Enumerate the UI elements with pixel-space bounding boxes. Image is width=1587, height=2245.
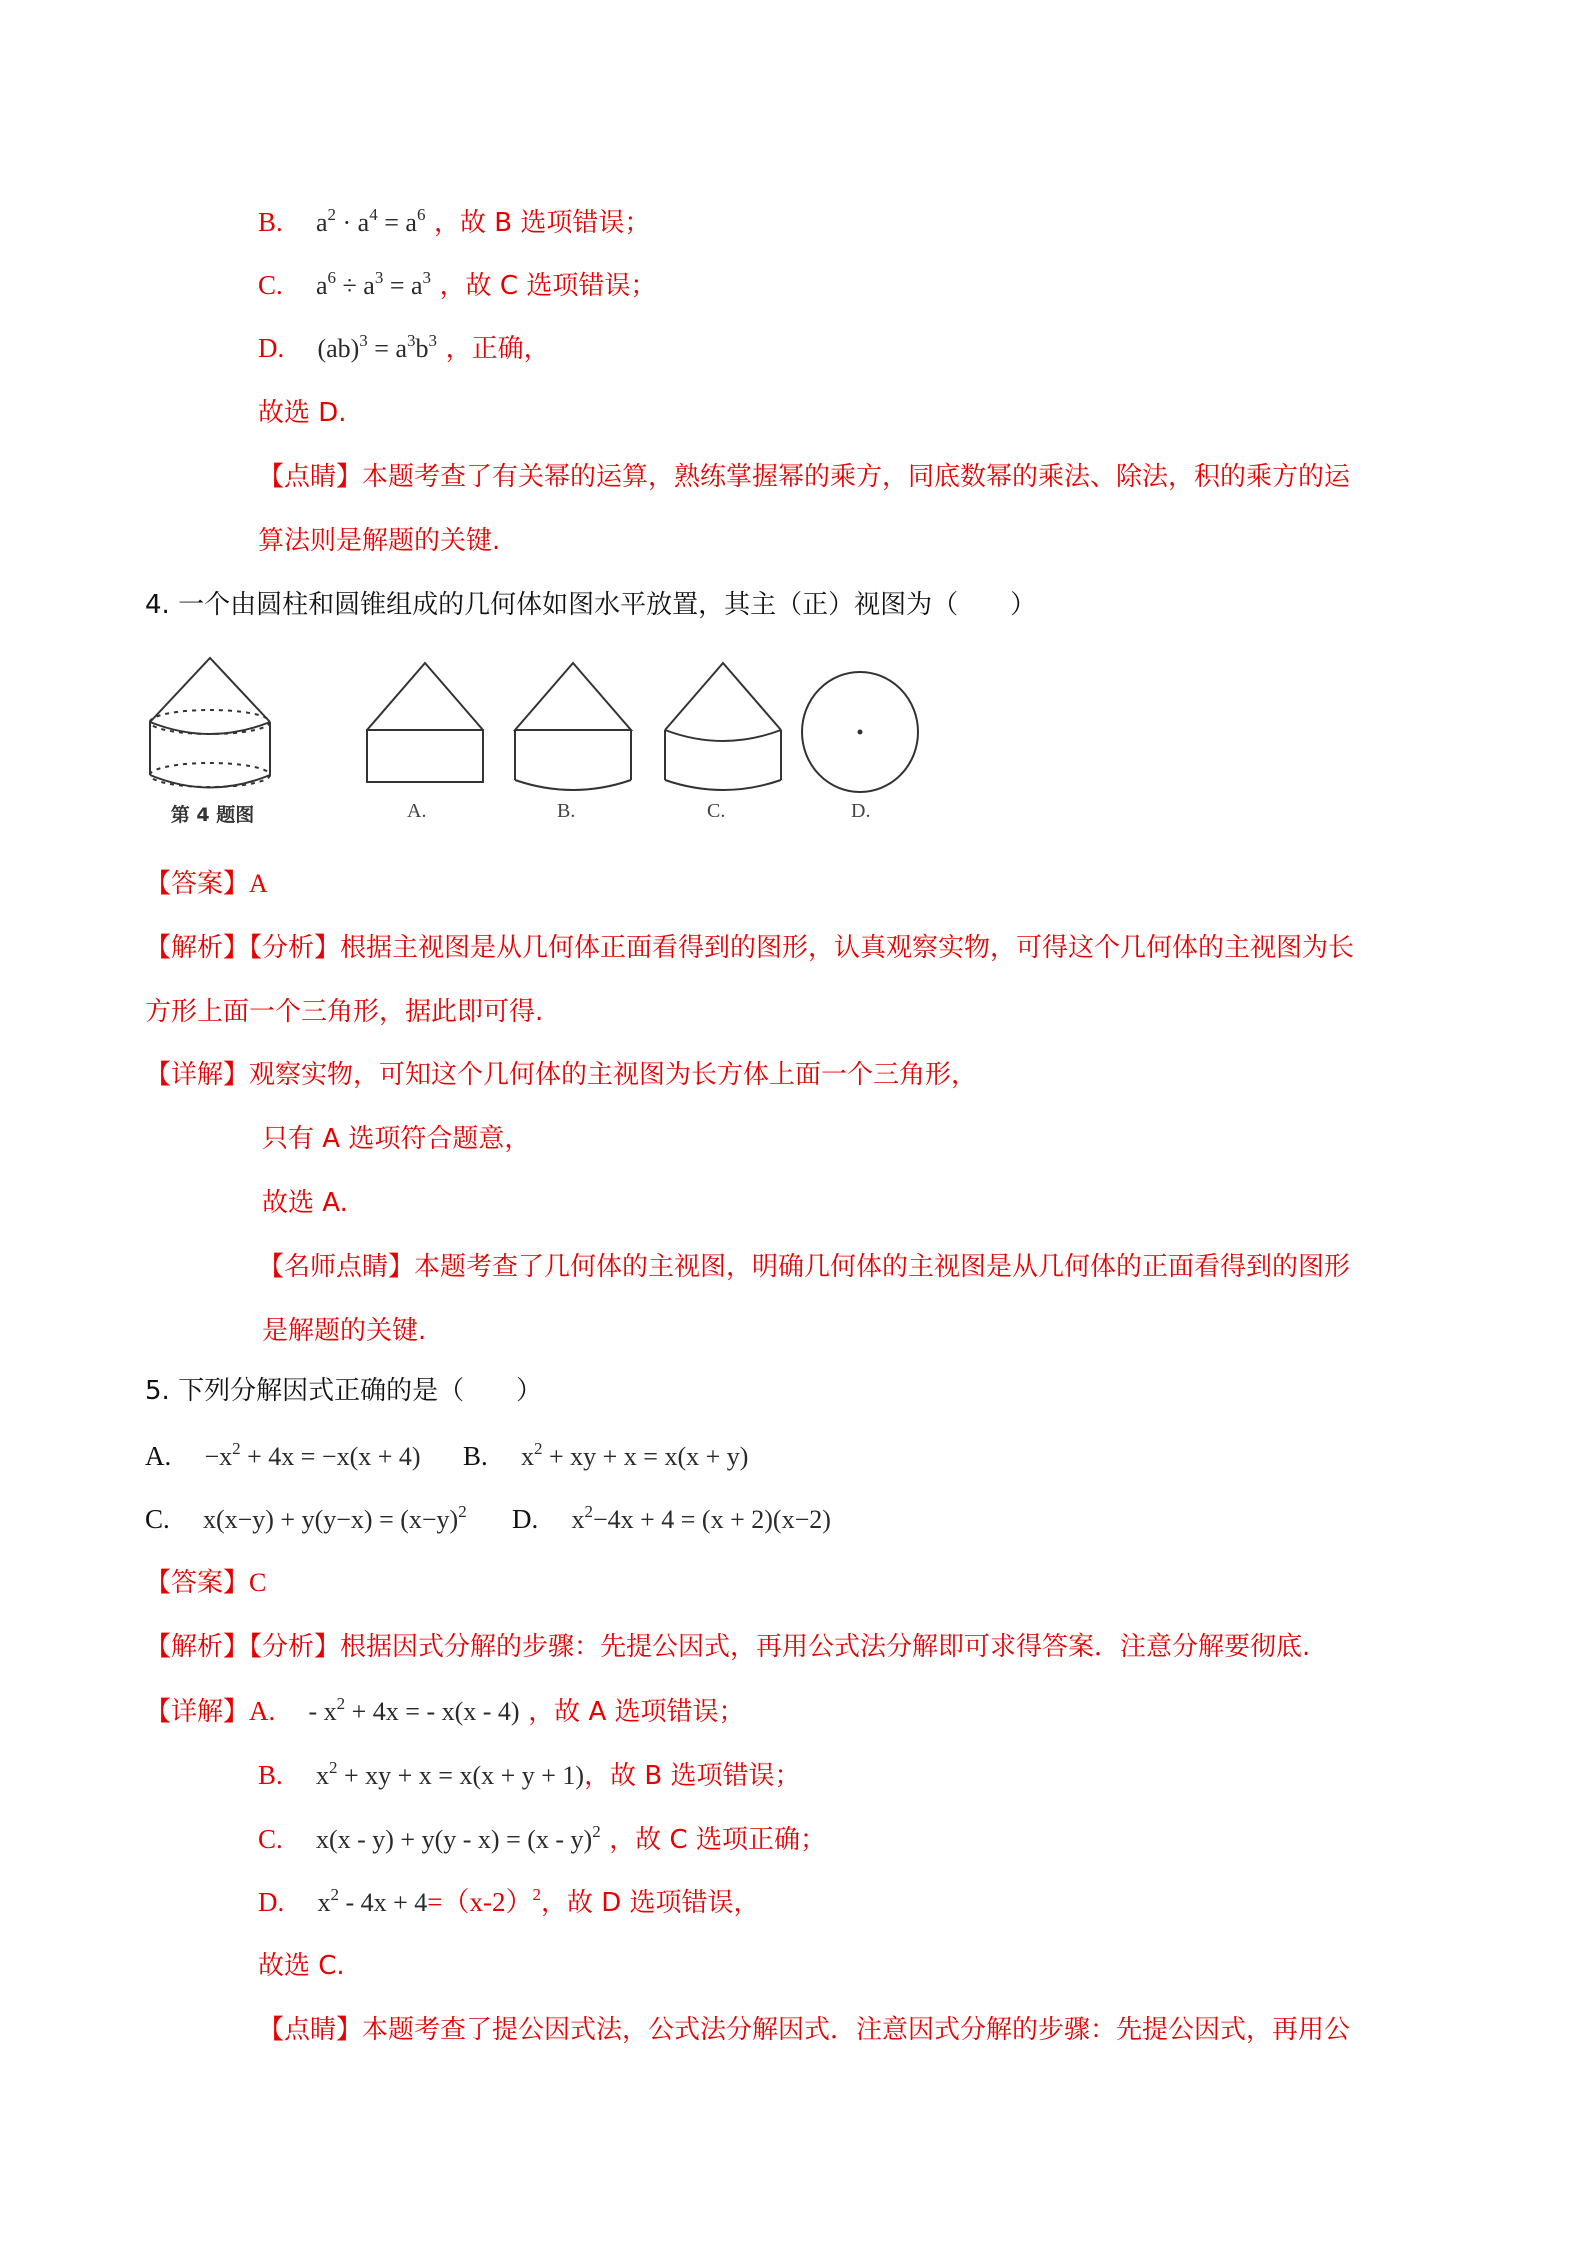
q5-option-a [145, 1436, 421, 1476]
figure-label-d: D. [851, 800, 871, 822]
q5-comment [258, 2010, 1350, 2050]
question-number: 4. [145, 590, 170, 620]
option-label: B. [258, 1760, 283, 1790]
q4-comment [258, 1247, 1350, 1287]
option-label: C. [258, 270, 283, 300]
q5-detail-c [258, 1819, 826, 1859]
q4-detail [145, 1055, 977, 1095]
figure-label-a: A. [407, 800, 427, 822]
option-label: A. [249, 1696, 276, 1726]
q3-comment [258, 457, 1350, 497]
q5-option-c [145, 1499, 467, 1539]
q5-analysis [145, 1627, 1310, 1667]
comment-text: 本题考查了有关幂的运算，熟练掌握幂的乘方，同底数幂的乘法、除法，积的乘方的运 [362, 462, 1351, 492]
analysis-text: 根据因式分解的步骤：先提公因式，再用公式法分解即可求得答案．注意分解要彻底. [340, 1632, 1311, 1662]
figure-label-b: B. [557, 800, 576, 822]
figure-caption: 第 4 题图 [170, 804, 255, 826]
comment-text: 本题考查了几何体的主视图，明确几何体的主视图是从几何体的正面看得到的图形 [414, 1252, 1351, 1282]
answer-value: A [249, 869, 268, 898]
detail-tag: 【详解】 [145, 1060, 250, 1090]
q3-detail-b [258, 202, 650, 242]
question-number: 5. [145, 1376, 170, 1406]
option-label: D. [258, 333, 285, 363]
verdict-text: ，故 B 选项错误； [434, 208, 651, 238]
q4-analysis-cont: 方形上面一个三角形，据此即可得. [145, 997, 544, 1027]
q5-detail-a [145, 1691, 745, 1731]
verdict-text: ，故 B 选项错误； [584, 1761, 801, 1791]
math-expression: $x^2-4x + 4 = (x + 2)(x-2)$ [571, 1502, 831, 1534]
figure-label-c: C. [707, 800, 726, 822]
math-expression: $x^2 - 4x + 4$ [317, 1885, 428, 1917]
answer-tag: 【答案】 [145, 869, 250, 899]
detail-text: 观察实物，可知这个几何体的主视图为长方体上面一个三角形， [249, 1060, 978, 1090]
math-expression: $x^2$ + xy + x = x(x + y + 1) [315, 1758, 585, 1790]
q5-detail-b [258, 1755, 800, 1795]
option-label: B. [258, 207, 283, 237]
q3-comment-cont: 算法则是解题的关键. [258, 526, 501, 556]
q5-option-d [512, 1499, 831, 1539]
q3-detail-c [258, 265, 656, 305]
option-label: D. [512, 1504, 539, 1534]
q5-conclusion: 故选 C. [258, 1951, 345, 1981]
q5-stem [145, 1371, 542, 1411]
q3-conclusion: 故选 D. [258, 398, 347, 428]
verdict-text: ，故 C 选项正确； [609, 1825, 826, 1855]
comment-tag: 【点睛】 [258, 462, 363, 492]
comment-tag: 【名师点睛】 [258, 1252, 415, 1282]
math-expression: $x^2$ + xy + x = x(x + y) [520, 1439, 749, 1471]
option-label: C. [145, 1504, 170, 1534]
option-label: C. [258, 1824, 283, 1854]
comment-text: 本题考查了提公因式法，公式法分解因式．注意因式分解的步骤：先提公因式，再用公 [362, 2015, 1351, 2045]
analysis-tag: 【解析】【分析】 [145, 1632, 341, 1662]
q4-conclusion: 故选 A. [262, 1188, 348, 1218]
verdict-text: ，故 A 选项错误； [528, 1697, 745, 1727]
verdict-text: ，故 D 选项错误， [540, 1888, 760, 1918]
verdict-text: ，正确， [445, 334, 550, 364]
option-label: D. [258, 1887, 285, 1917]
q4-analysis [145, 928, 1354, 968]
answer-tag: 【答案】 [145, 1568, 250, 1598]
math-expression: $x(x-y) + y(y-x) = (x-y)^2$ [202, 1502, 467, 1534]
comment-tag: 【点睛】 [258, 2015, 363, 2045]
analysis-tag: 【解析】【分析】 [145, 933, 341, 963]
q4-detail-line2: 只有 A 选项符合题意， [262, 1124, 531, 1154]
math-expression: x(x - y) + y(y - x) = (x - y)$^2$ [315, 1822, 601, 1854]
detail-tag: 【详解】 [145, 1697, 250, 1727]
answer-value: C [249, 1568, 267, 1597]
math-expression: - $x^2 + 4x$ = - x(x - 4) [308, 1694, 520, 1726]
verdict-text: ，故 C 选项错误； [439, 271, 657, 301]
question-text: 一个由圆柱和圆锥组成的几何体如图水平放置，其主（正）视图为（ ） [178, 590, 1037, 620]
q4-figure [145, 650, 945, 840]
q4-answer [145, 864, 268, 904]
analysis-text: 根据主视图是从几何体正面看得到的图形，认真观察实物，可得这个几何体的主视图为长 [340, 933, 1355, 963]
math-expression: $(ab)^3 = a^3b^3$ [317, 331, 437, 363]
math-expression: $a^6 \div a^3 = a^3$ [315, 268, 432, 300]
option-label: B. [463, 1441, 488, 1471]
math-expression: $-x^2 + 4x = -x(x + 4)$ [204, 1439, 421, 1471]
math-result: $=(x-2)^2$ [427, 1885, 541, 1917]
q5-answer [145, 1563, 266, 1603]
option-label: A. [145, 1441, 172, 1471]
q4-comment-cont: 是解题的关键. [262, 1316, 427, 1346]
q3-detail-d [258, 328, 550, 368]
q4-stem [145, 585, 1036, 625]
question-text: 下列分解因式正确的是（ ） [178, 1376, 543, 1406]
q5-detail-d [258, 1882, 760, 1922]
q5-option-b [463, 1436, 748, 1476]
math-expression: $a^2 \cdot a^4 = a^6$ [315, 205, 426, 237]
